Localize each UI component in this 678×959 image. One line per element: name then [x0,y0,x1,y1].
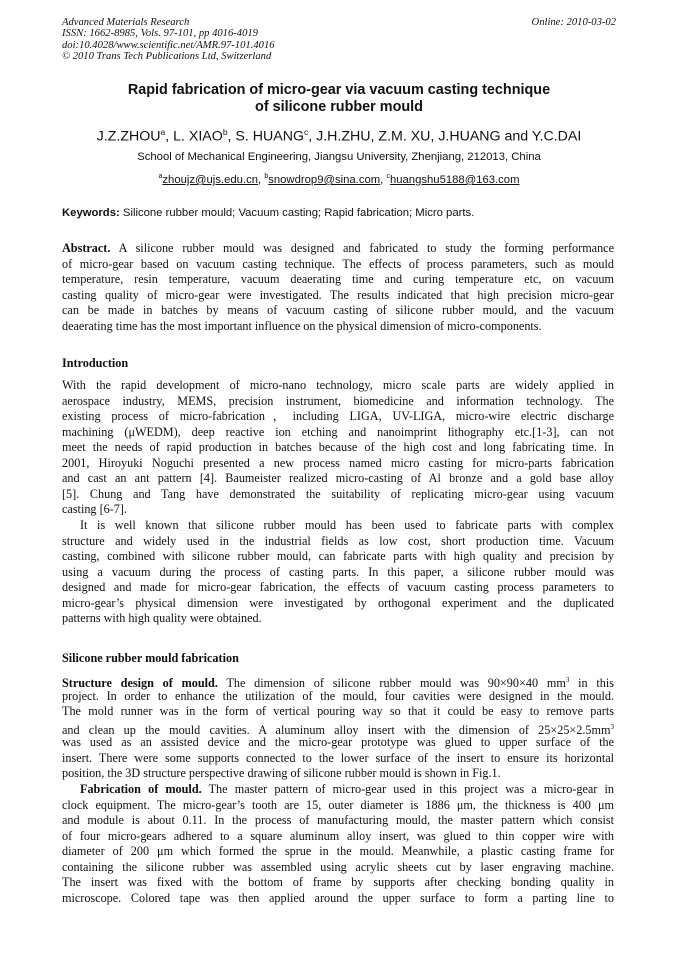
text-line: position, the 3D structure perspective drawing of silicone rubber mould is shown in Fig.1. [62,766,501,780]
text-line: clock equipment. The micro-gear’s tooth are 15, outer diameter is 1886 μm, the thickness is 400 μm [62,797,614,812]
text-line: and cast an ant pattern [4]. Baumeister realized micro-casting of Al bronze and a gold base alloy [62,471,614,485]
keywords-label: Keywords: [62,207,120,219]
text-line: containing the silicone rubber was assembled using acrylic sheets cut by laser engraving machine. [62,859,614,874]
text-line: It is well known that silicone rubber mould has been used to fabricate parts with complex [80,518,614,532]
text-line: The mold runner was in the form of vertical pouring way so that it could be easy to remove parts [62,704,614,718]
abstract-label: Abstract. [62,241,111,255]
author-sup-b: b [222,127,228,137]
journal-name: Advanced Materials Research [62,17,190,28]
issn-line: ISSN: 1662-8985, Vols. 97-101, pp 4016-4019 [62,28,258,40]
text-line: With the rapid development of micro-nano technology, micro scale parts are widely applied in [62,378,614,392]
author-sup-a: a [160,127,166,137]
text-line: micro-gear’s physical dimension were investigated by orthogonal experiment and the duplicated [62,595,614,610]
text-span: and clean up the mould cavities. A aluminum alloy insert with the dimension of 25×25×2.5mm [62,722,611,737]
text-line: patterns with high quality were obtained. [62,611,262,625]
abstract-line [62,241,614,256]
email-link-b[interactable]: snowdrop9@sina.com [268,173,381,186]
author-sup-c: c [304,127,309,137]
abstract-text: A silicone rubber mould was designed and fabricated to study the forming performance [110,241,614,255]
email-sup-a: a [158,173,163,180]
abstract-line: deaerating time has the most important influence on the physical dimension of micro-components. [62,318,542,333]
text-line: microscope. Colored tape was then applied around the upper surface to form a parting line to [62,890,614,905]
text-line: using a vacuum during the process of casting parts. In this paper, a silicone rubber mould was [62,564,614,579]
abstract-line: casting quality of micro-gear were investigated. The results indicated that high precision micro-gear [62,287,614,302]
text-line: insert. There were some supports connected to the lower surface of the insert to ensure its horizontal [62,750,614,765]
keywords [62,206,616,220]
superscript: 3 [565,676,570,684]
email-separator: , [380,173,387,186]
text-line: and module is about 0.11. In the process of manufacturing mould, the master pattern which consist [62,813,614,827]
title-line-1: Rapid fabrication of micro-gear via vacuum casting technique [127,82,551,98]
email-sup-b: b [264,173,269,180]
heading-silicone-mould-fabrication: Silicone rubber mould fabrication [62,651,239,665]
heading-introduction: Introduction [62,356,129,370]
text-line: [5]. Chung and Tang have demonstrated the suitability of replicating micro-gear using vacuum [62,486,614,501]
text-span: The master pattern of micro-gear used in this project was a micro-gear in [201,782,614,796]
text-span: in this [569,676,615,691]
email-sup-c: c [386,173,390,180]
author-huang: , S. HUANG [227,128,305,145]
text-line: The insert was fixed with the bottom of frame by supports after checking bonding quality in [62,875,614,889]
journal-header [62,17,616,63]
abstract-line: of micro-gear based on vacuum casting technique. The effects of process parameters, such as mould [62,256,614,271]
structure-design-label: Structure design of mould. [62,676,218,691]
paper-title [40,82,638,116]
copyright-line: © 2010 Trans Tech Publications Ltd, Switzerland [62,51,272,63]
text-line: diameter of 200 μm which formed the sprue in the mould. Meanwhile, a plastic casting frame for [62,844,614,858]
text-line: designed and made for micro-gear fabrication, the effects of vacuum casting process parameters to [62,580,614,594]
email-list [40,170,638,187]
text-line: casting [6-7]. [62,502,127,516]
text-line: casting, combined with silicone rubber mould, can fabricate parts with high quality and precision by [62,549,614,563]
superscript: 3 [610,722,614,731]
email-separator: , [258,173,265,186]
email-link-a[interactable]: zhoujz@ujs.edu.cn [162,173,259,186]
email-link-c[interactable]: huangshu5188@163.com [389,173,520,186]
text-line: was used as an assisted device and the micro-gear prototype was glued to upper surface of the [62,735,614,749]
abstract-line: can be made in batches by means of vacuum casting of silicone rubber mould, and the vacuum [62,303,614,317]
text-span: The dimension of silicone rubber mould was 90×90×40 mm [217,676,566,691]
author-list [30,124,648,146]
text-line: 2001, Hiroyuki Noguchi presented a new process named micro casting for micro-parts fabrication [62,455,614,470]
text-line: project. In order to enhance the utilization of the mould, four cavities were designed in the mould. [62,688,614,703]
affiliation: School of Mechanical Engineering, Jiangsu University, Zhenjiang, 212013, China [137,151,541,163]
text-line: meet the needs of rapid production in batches because of the high cost and long fabricating time. In [62,440,614,454]
author-rest: , J.H.ZHU, Z.M. XU, J.HUANG and Y.C.DAI [308,128,582,145]
text-line: structure and widely used in the industrial fields as low cost, short production time. Vacuum [62,533,614,548]
doi-line: doi:10.4028/www.scientific.net/AMR.97-101.4016 [62,39,275,51]
keywords-text: Silicone rubber mould; Vacuum casting; Rapid fabrication; Micro parts. [119,207,475,219]
author-zhou: J.Z.ZHOU [96,128,161,145]
text-line [62,782,614,797]
title-line-2: of silicone rubber mould [255,99,423,115]
text-line: of four micro-gears adhered to a square aluminum alloy insert, was glued to thin copper wire with [62,828,614,843]
online-date: Online: 2010-03-02 [531,17,616,28]
text-line: aerospace industry, MEMS, precision instrument, biomedicine and information technology. The [62,393,614,408]
text-line: existing process of micro-fabrication，including LIGA, UV-LIGA, micro-wire electric discharge [62,409,614,423]
text-line: machining (μWEDM), deep reactive ion etching and nanoimprint lithography etc.[1-3], can not [62,424,614,439]
fabrication-label: Fabrication of mould. [80,782,202,796]
abstract-line: temperature, resin temperature, vacuum deaerating time and curing temperature etc, on vacuum [62,272,614,286]
author-xiao: , L. XIAO [165,128,223,145]
